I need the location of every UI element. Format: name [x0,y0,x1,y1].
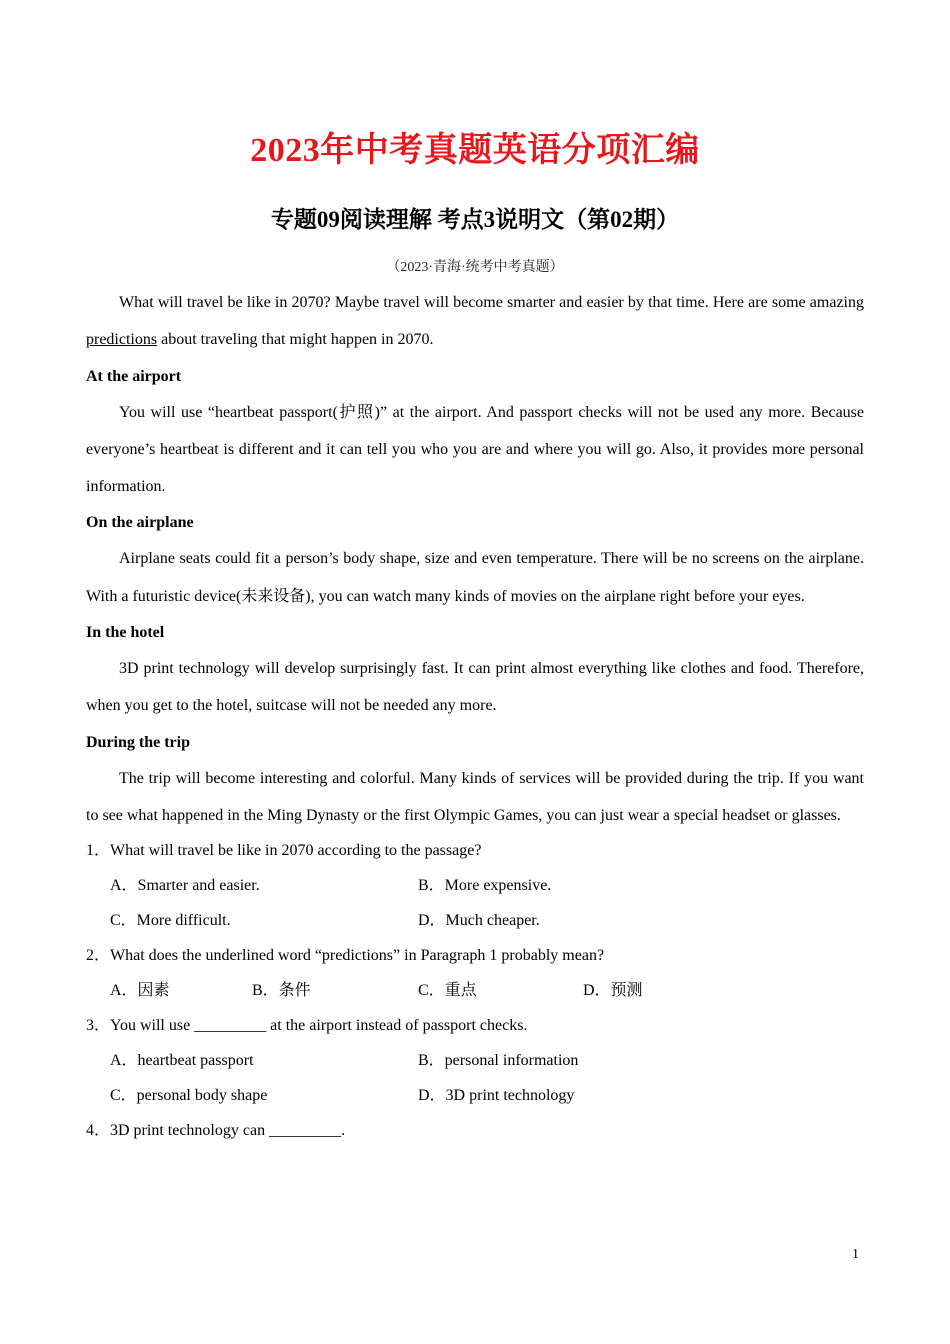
intro-text-2: about traveling that might happen in 2070. [157,331,434,349]
question-3-stem: 3．You will use _________ at the airport instead of passport checks. [86,1017,528,1035]
question-1-option-c: C．More difficult. [110,912,231,930]
question-2-option-b: B．条件 [252,982,311,1000]
underlined-word: predictions [86,331,158,349]
question-1-option-b: B．More expensive. [418,877,552,895]
main-title: 2023年中考真题英语分项汇编 [250,132,700,169]
passage-content [86,284,864,1149]
question-1-option-d: D．Much cheaper. [418,912,540,930]
source-note: （2023·青海·统考中考真题） [386,260,564,275]
section-paragraph-airplane: Airplane seats could fit a person’s body shape, size and even temperature. There will be no screens on the airplane. With a futuristic device(未来设备), you can watch many kinds of movies on the airplane right before your eyes. [86,550,864,605]
question-3-option-b: B．personal information [418,1052,579,1070]
question-3-option-d: D．3D print technology [418,1087,575,1105]
question-2-option-a: A．因素 [110,982,170,1000]
question-1-options-row-1 [86,869,864,904]
question-1-option-a: A．Smarter and easier. [110,877,260,895]
section-paragraph-trip: The trip will become interesting and colorful. Many kinds of services will be provided during the trip. If you want to see what happened in the Ming Dynasty or the first Olympic Games, you can just wear a special headset or glasses. [86,769,864,824]
section-paragraph-hotel: 3D print technology will develop surprisingly fast. It can print almost everything like clothes and food. Therefore, when you get to the hotel, suitcase will not be needed any more. [86,660,864,715]
section-heading-airport: At the airport [86,367,182,385]
question-2-options-row [86,974,864,1009]
intro-paragraph [86,284,864,359]
intro-text-1: What will travel be like in 2070? Maybe travel will become smarter and easier by that time. Here are some amazing [119,294,864,311]
sub-title: 专题09阅读理解 考点3说明文（第02期） [270,207,680,232]
section-heading-airplane: On the airplane [86,514,194,532]
section-heading-trip: During the trip [86,733,190,751]
question-3-options-row-1 [86,1044,864,1079]
question-3-option-a: A．heartbeat passport [110,1052,254,1070]
question-2-stem: 2．What does the underlined word “predictions” in Paragraph 1 probably mean? [86,947,605,965]
section-heading-hotel: In the hotel [86,624,165,642]
page-number: 1 [852,1247,859,1262]
question-2-option-c: C．重点 [418,982,477,1000]
question-1-stem: 1．What will travel be like in 2070 according to the passage? [86,842,482,860]
question-3-option-c: C．personal body shape [110,1087,268,1105]
question-3-options-row-2 [86,1079,864,1114]
question-4-stem: 4．3D print technology can _________. [86,1122,346,1140]
question-1-options-row-2 [86,904,864,939]
question-2-option-d: D．预测 [583,982,643,1000]
section-paragraph-airport: You will use “heartbeat passport(护照)” at the airport. And passport checks will not be used any more. Because everyone’s heartbeat is different and it can tell you who you are and where you will go. Also, it provides more personal information. [86,403,864,496]
